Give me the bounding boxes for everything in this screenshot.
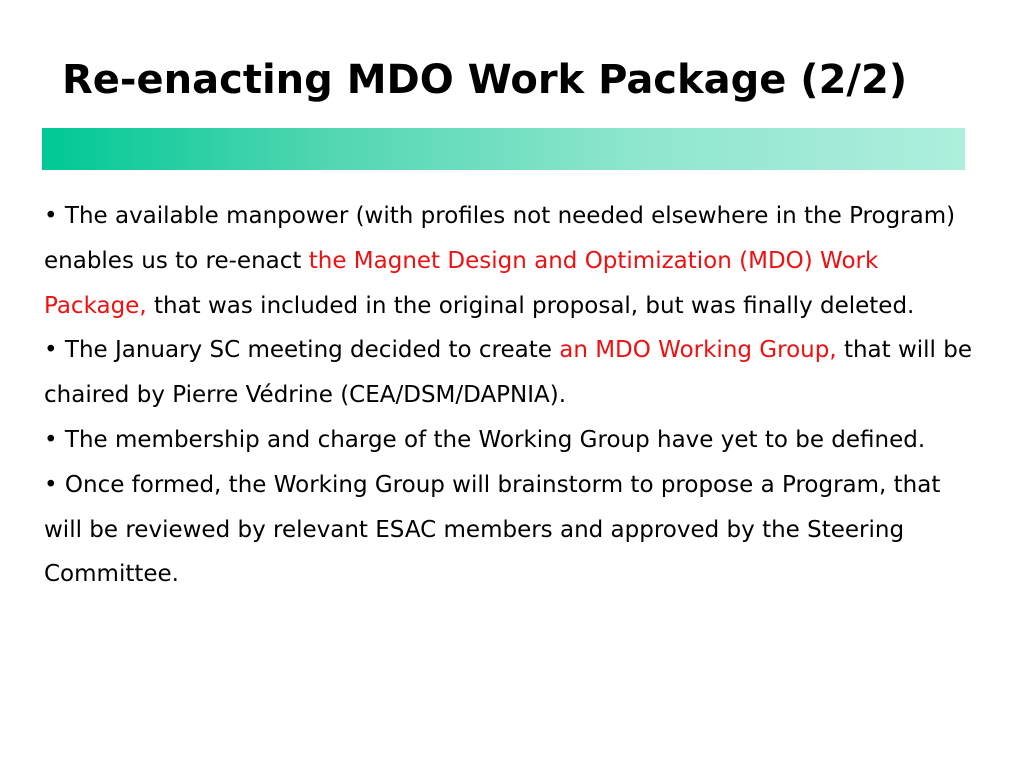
bullet-text: The January SC meeting decided to create [64,337,560,364]
bullet-item-2 [44,328,984,418]
bullet-item-4 [44,463,984,597]
bullet-marker: • [44,426,65,453]
slide-title: Re-enacting MDO Work Package (2/2) [62,57,908,103]
bullet-item-3 [44,418,984,463]
bullet-marker: • [44,471,65,498]
bullet-marker: • [44,337,65,364]
highlighted-text: the Magnet Design and Optimization (MDO) Work Package, [44,247,879,319]
bullet-item-1 [44,194,984,328]
bullet-text: The available manpower (with profiles not needed elsewhere in the Program) enables us to re-enact [44,203,956,274]
bullet-marker: • [44,203,65,229]
bullet-text: The membership and charge of the Working Group have yet to be defined. [64,426,926,453]
bullet-list [44,194,984,597]
bullet-text: that will be chaired by Pierre Védrine (CEA/DSM/DAPNIA). [44,337,973,409]
bullet-text: that was included in the original proposal, but was finally deleted. [146,292,915,319]
title-underline-bar [42,128,965,170]
bullet-text: Once formed, the Working Group will brainstorm to propose a Program, that will be reviewed by relevant ESAC members and approved by the Steering Committee. [44,471,941,588]
highlighted-text: an MDO Working Group, [559,337,837,364]
